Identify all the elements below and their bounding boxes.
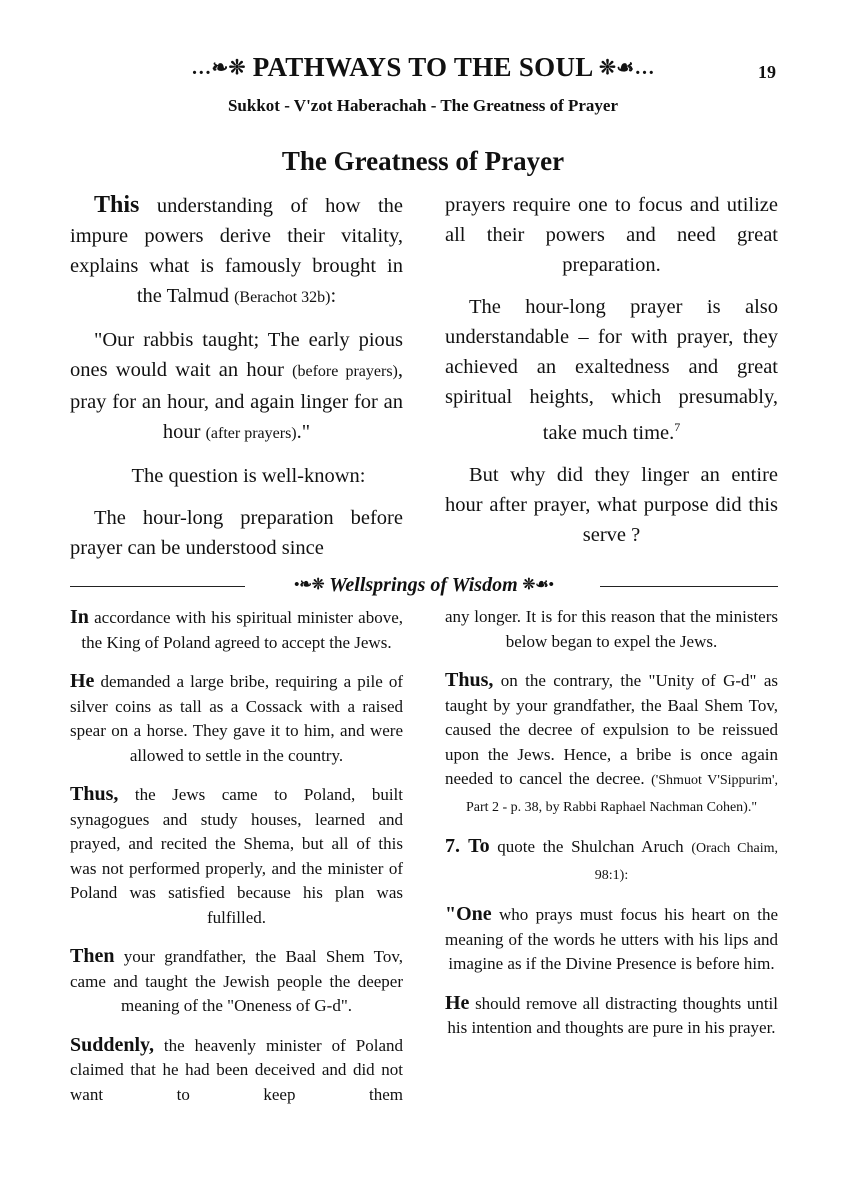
ornament-right-icon: ❊☙… <box>599 57 655 79</box>
article-title: The Greatness of Prayer <box>281 146 565 176</box>
ornament-left-icon: •❧❊ <box>294 577 325 593</box>
lead-word: He <box>70 670 95 692</box>
paragraph <box>70 782 403 930</box>
paragraph-text: should remove all distracting thoughts until his intention and thoughts are pure in his prayer. <box>447 993 778 1037</box>
paragraph <box>445 991 778 1041</box>
paragraph-text: the heavenly minister of Poland claimed that he had been deceived and did not want to keep them <box>70 1035 403 1104</box>
paragraph-text: your grandfather, the Baal Shem Tov, came and taught the Jewish people the deeper meaning of the "Oneness of G-d". <box>70 947 403 1015</box>
paragraph-text: understanding of how the impure powers derive their vitality, explains what is famously brought in the Talmud <box>70 195 403 307</box>
footnote <box>445 834 778 888</box>
paragraph-text: The hour-long prayer is also understandable – for with prayer, they achieved an exaltedness and great spiritual heights, which presumably, take much time. <box>445 296 778 444</box>
lead-word: This <box>94 192 140 218</box>
ornament-right-icon: ❊☙• <box>522 577 554 593</box>
paragraph <box>445 292 778 448</box>
paragraph <box>70 1033 403 1108</box>
paragraph: The hour-long preparation before prayer can be understood since <box>70 507 403 559</box>
paragraph <box>70 605 403 655</box>
paragraph <box>70 190 403 313</box>
lead-word: Thus, <box>70 783 119 805</box>
footnote-marker: 7 <box>674 420 681 434</box>
book-title <box>0 52 846 83</box>
lead-word: 7. To <box>445 835 490 857</box>
divider-label-text: Wellsprings of Wisdom <box>329 574 518 596</box>
paragraph-text: quote the Shulchan Aruch <box>489 837 692 856</box>
paragraph <box>70 669 403 768</box>
section-divider <box>70 574 778 598</box>
lead-word: "One <box>445 903 492 925</box>
paragraph-tail: : <box>330 285 337 307</box>
paragraph: any longer. It is for this reason that the ministers below began to expel the Jews. <box>445 607 778 651</box>
lead-word: Then <box>70 945 115 967</box>
citation: (Orach Chaim, 98:1): <box>594 841 778 883</box>
paragraph-text: on the contrary, the "Unity of G-d" as taught by your grandfather, the Baal Shem Tov, caused the decree of expulsion to be reissued upon the Jews. Hence, a bribe is once again needed to cancel the decree. <box>445 671 778 788</box>
lead-word: Suddenly, <box>70 1033 154 1056</box>
paragraph: The question is well-known: <box>131 465 366 487</box>
paragraph-text: "Our rabbis taught; The early pious ones would wait an hour <box>70 329 403 381</box>
paragraph <box>445 668 778 820</box>
lead-word: In <box>70 606 89 628</box>
running-header <box>0 52 846 92</box>
page-number: 19 <box>758 62 776 82</box>
article-body <box>70 190 778 575</box>
divider-label <box>70 574 778 597</box>
wellsprings-right-column <box>445 605 778 1121</box>
lead-word: He <box>445 991 470 1014</box>
paragraph-text: who prays must focus his heart on the meaning of the words he utters with his lips and imagine as if the Divine Presence is before him. <box>445 905 778 973</box>
paragraph: prayers require one to focus and utilize all their powers and need great preparation. <box>445 194 778 276</box>
paragraph: But why did they linger an entire hour after prayer, what purpose did this serve ? <box>445 463 778 546</box>
paragraph <box>70 325 403 449</box>
wellsprings-body <box>70 605 778 1121</box>
paragraph <box>445 902 778 977</box>
wellsprings-left-column <box>70 605 403 1121</box>
article-left-column <box>70 190 403 575</box>
paragraph-text: the Jews came to Poland, built synagogues and study houses, learned and prayed, and recited the Shema, but all of this was not performed properly, and the minister of Poland was satisfied because his plan was fulfilled. <box>70 785 403 927</box>
lead-word: Thus, <box>445 669 494 691</box>
citation: ('Shmuot V'Sippurim', Part 2 - p. 38, by Rabbi Raphael Nachman Cohen)." <box>465 773 778 815</box>
paragraph <box>70 944 403 1019</box>
paragraph-tail: ." <box>296 421 311 443</box>
parenthetical: (after prayers) <box>205 425 297 442</box>
citation: (Berachot 32b) <box>234 289 331 306</box>
paragraph-text: , pray for an hour, and again linger for an hour <box>70 359 403 443</box>
ornament-left-icon: …❧❊ <box>191 57 246 79</box>
section-subtitle: Sukkot - V'zot Haberachah - The Greatness of Prayer <box>227 96 619 115</box>
book-title-text: PATHWAYS TO THE SOUL <box>252 52 593 82</box>
paragraph-text: accordance with his spiritual minister above, the King of Poland agreed to accept the Jews. <box>81 608 403 652</box>
paragraph-text: demanded a large bribe, requiring a pile of silver coins as tall as a Cossack with a raised spear on a horse. They gave it to him, and were allowed to settle in the country. <box>70 672 403 765</box>
parenthetical: (before prayers) <box>292 363 398 380</box>
article-right-column <box>445 190 778 575</box>
